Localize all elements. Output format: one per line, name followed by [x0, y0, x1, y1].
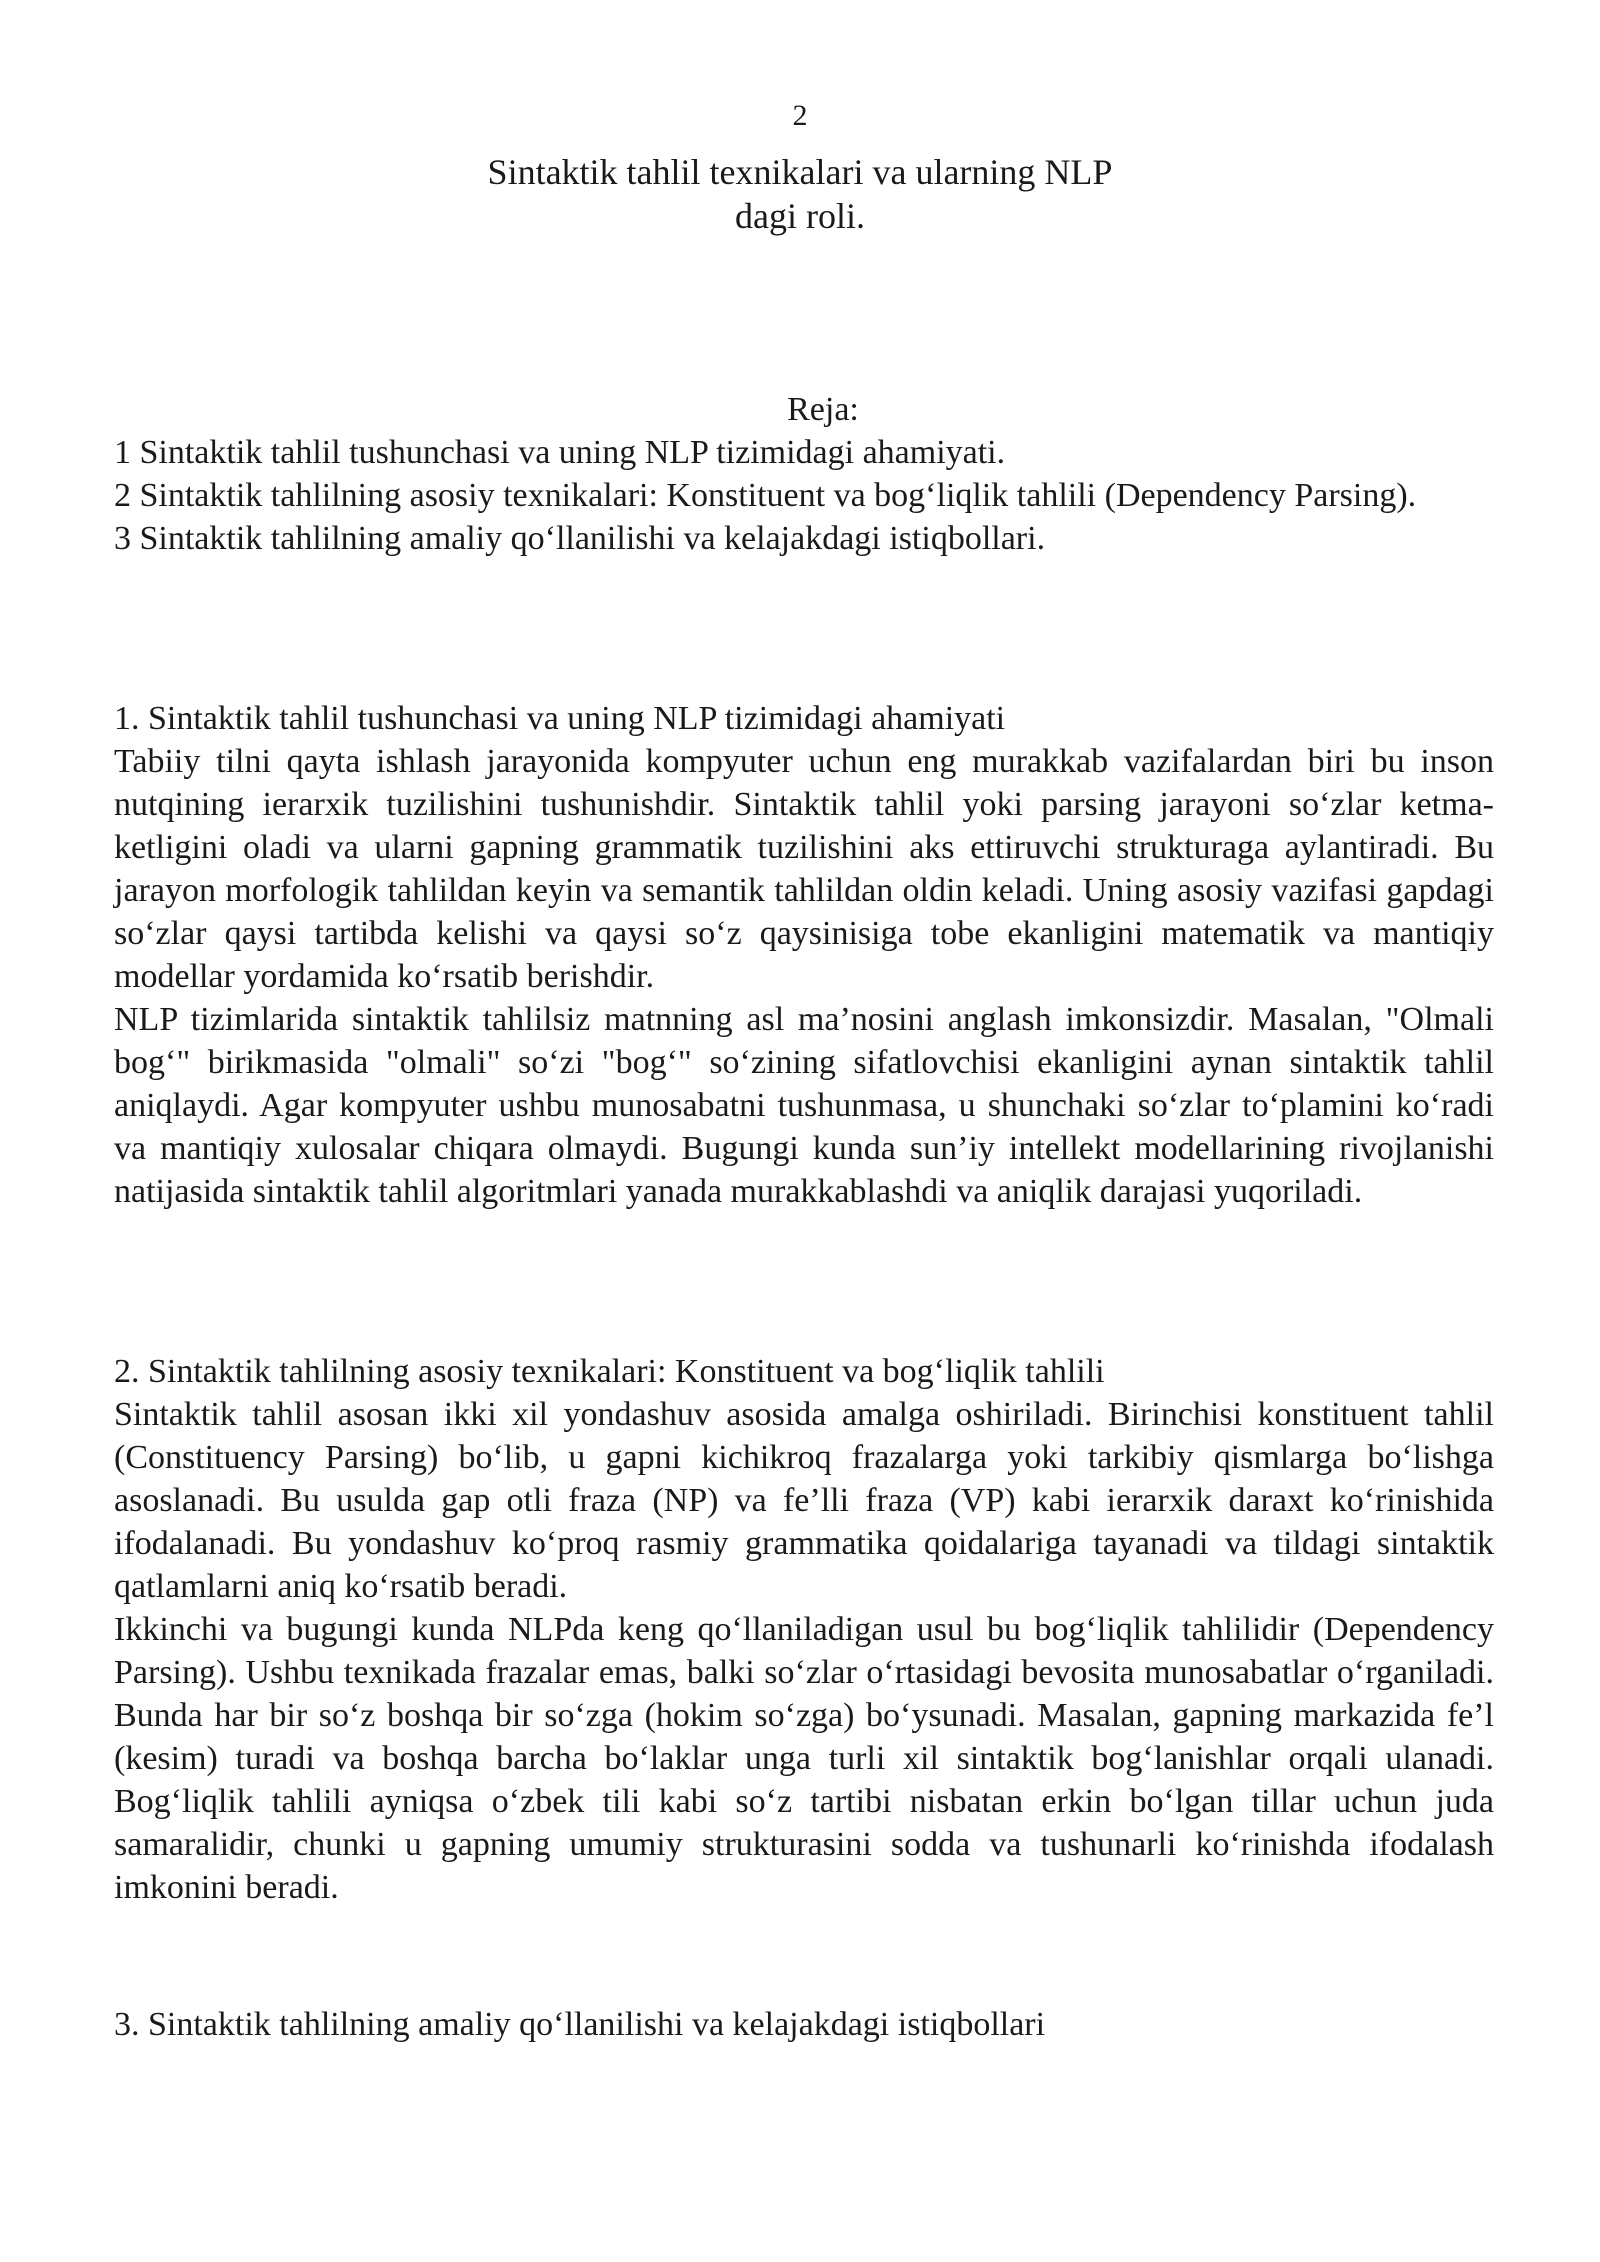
section-1-paragraph-1: Tabiiy tilni qayta ishlash jarayonida kompyuter uchun eng murakkab vazifalardan biri bu inson nutqining ierarxik tuzilishini tushunishdir. Sintaktik tahlil yoki parsing jarayoni so‘zlar ketma-ketligini oladi va ularni gapning grammatik tuzilishini aks ettiruvchi strukturaga aylantiradi. Bu jarayon morfologik tahlildan keyin va semantik tahlildan oldin keladi. Uning asosiy vazifasi gapdagi so‘zlar qaysi tartibda kelishi va qaysi so‘z qaysinisiga tobe ekanligini matematik va mantiqiy modellar yordamida ko‘rsatib berishdir.: [114, 743, 1494, 995]
plan-item-3: 3 Sintaktik tahlilning amaliy qo‘llanilishi va kelajakdagi istiqbollari.: [114, 520, 1046, 557]
document-title-line-2: dagi roli.: [735, 196, 865, 236]
plan-block: [114, 388, 1494, 560]
section-3: [114, 2003, 1494, 2046]
plan-heading: Reja:: [787, 391, 859, 428]
section-2-paragraph-1: Sintaktik tahlil asosan ikki xil yondashuv asosida amalga oshiriladi. Birinchisi konstituent tahlil (Constituency Parsing) bo‘lib, u gapni kichikroq frazalarga yoki tarkibiy qismlarga bo‘lishga asoslanadi. Bu usulda gap otli fraza (NP) va fe’lli fraza (VP) kabi ierarxik daraxt ko‘rinishida ifodalanadi. Bu yondashuv ko‘proq rasmiy grammatika qoidalariga tayanadi va tildagi sintaktik qatlamlarni aniq ko‘rsatib beradi.: [114, 1396, 1494, 1605]
document-title-line-1: Sintaktik tahlil texnikalari va ularning NLP: [487, 152, 1113, 192]
document-title: [300, 150, 1300, 238]
section-2-paragraph-2: Ikkinchi va bugungi kunda NLPda keng qo‘llaniladigan usul bu bog‘liqlik tahlilidir (Dependency Parsing). Ushbu texnikada frazalar emas, balki so‘zlar o‘rtasidagi bevosita munosabatlar o‘rganiladi. Bunda har bir so‘z boshqa bir so‘zga (hokim so‘zga) bo‘ysunadi. Masalan, gapning markazida fe’l (kesim) turadi va boshqa barcha bo‘laklar unga turli xil sintaktik bog‘lanishlar orqali ulanadi. Bog‘liqlik tahlili ayniqsa o‘zbek tili kabi so‘z tartibi nisbatan erkin bo‘lgan tillar uchun juda samaralidir, chunki u gapning umumiy strukturasini sodda va tushunarli ko‘rinishda ifodalash imkonini beradi.: [114, 1611, 1494, 1906]
section-2: [114, 1350, 1494, 1909]
plan-item-1: 1 Sintaktik tahlil tushunchasi va uning NLP tizimidagi ahamiyati.: [114, 434, 1006, 471]
section-3-heading: 3. Sintaktik tahlilning amaliy qo‘llanilishi va kelajakdagi istiqbollari: [114, 2006, 1046, 2043]
section-1-paragraph-2: NLP tizimlarida sintaktik tahlilsiz matnning asl ma’nosini anglash imkonsizdir. Masalan, "Olmali bog‘" birikmasida "olmali" so‘zi "bog‘" so‘zining sifatlovchisi ekanligini aynan sintaktik tahlil aniqlaydi. Agar kompyuter ushbu munosabatni tushunmasa, u shunchaki so‘zlar to‘plamini ko‘radi va mantiqiy xulosalar chiqara olmaydi. Bugungi kunda sun’iy intellekt modellarining rivojlanishi natijasida sintaktik tahlil algoritmlari yanada murakkablashdi va aniqlik darajasi yuqoriladi.: [114, 1001, 1494, 1210]
plan-item-2: 2 Sintaktik tahlilning asosiy texnikalari: Konstituent va bog‘liqlik tahlili (Dependency Parsing).: [114, 477, 1417, 514]
page-number: 2: [792, 99, 808, 132]
section-2-heading: 2. Sintaktik tahlilning asosiy texnikalari: Konstituent va bog‘liqlik tahlili: [114, 1353, 1105, 1390]
section-1: [114, 697, 1494, 1213]
section-1-heading: 1. Sintaktik tahlil tushunchasi va uning NLP tizimidagi ahamiyati: [114, 700, 1006, 737]
